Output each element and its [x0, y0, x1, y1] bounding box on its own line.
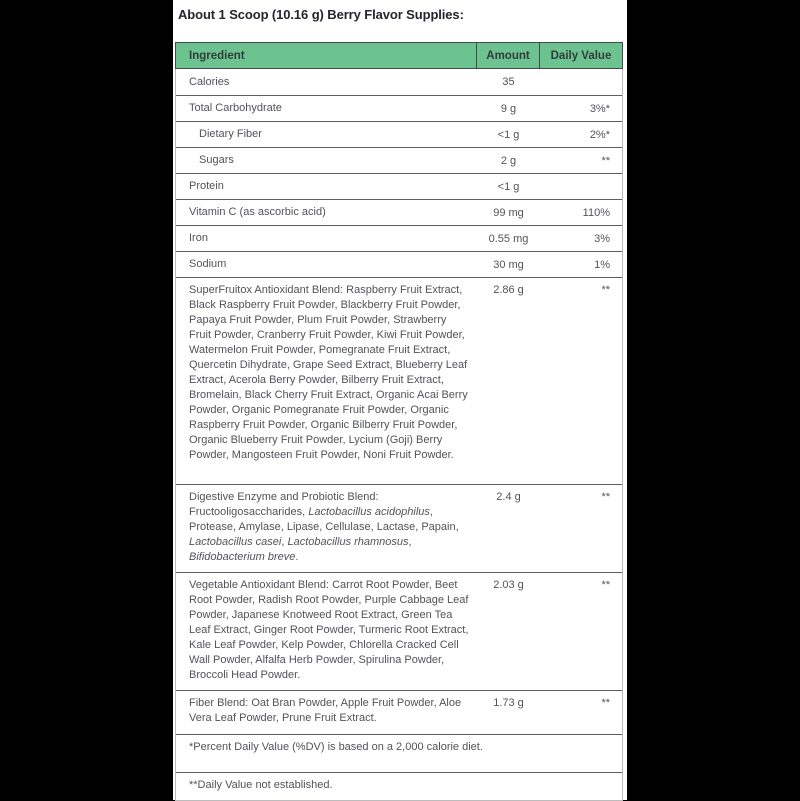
content-panel [173, 0, 627, 800]
daily-value-cell: 3%* [589, 102, 610, 115]
table-row [176, 173, 622, 199]
ingredient-cell: Dietary Fiber [199, 128, 262, 140]
table-row [176, 277, 622, 484]
footnote-text: *Percent Daily Value (%DV) is based on a 2,000 calorie diet. [189, 741, 483, 753]
amount-cell: 2.86 g [493, 284, 524, 296]
table-row [176, 225, 622, 251]
ingredient-cell: Sodium [189, 258, 227, 270]
daily-value-cell: 3% [594, 232, 610, 245]
table-row [176, 251, 622, 277]
header-cell-amount: Amount [477, 43, 540, 68]
ingredient-cell: Fiber Blend: Oat Bran Powder, Apple Fruit Powder, Aloe Vera Leaf Powder, Prune Fruit Extract. [189, 697, 462, 724]
amount-cell: 2 g [500, 154, 517, 167]
amount-cell: 1.73 g [493, 697, 524, 709]
daily-value-cell: 2%* [589, 128, 610, 141]
amount-cell: 30 mg [493, 258, 524, 271]
header-cell-daily: Daily Value [550, 49, 612, 62]
ingredient-cell: Protein [189, 180, 224, 192]
supplement-facts-table [175, 42, 623, 801]
amount-cell: 2.03 g [493, 579, 524, 591]
table-row [176, 199, 622, 225]
amount-cell: 99 mg [493, 206, 524, 219]
footnote-row [176, 734, 622, 772]
ingredient-cell: Vitamin C (as ascorbic acid) [189, 206, 326, 218]
amount-cell: <1 g [497, 128, 520, 141]
amount-cell: 35 [502, 76, 515, 88]
ingredient-cell: Sugars [199, 154, 234, 166]
amount-cell: 2.4 g [496, 491, 521, 503]
ingredient-cell: Vegetable Antioxidant Blend: Carrot Root Powder, Beet Root Powder, Radish Root Powder, Purple Cabbage Leaf Powder, Japanese Knotweed Root Extract, Green Tea Leaf Extract, Ginger Root Powder, Turmeric Root Extract, Kale Leaf Powder, Kelp Powder, Chlorella Cracked Cell Wall Powder, Alfalfa Herb Powder, Spirulina Powder, Broccoli Head Powder. [189, 579, 469, 681]
table-row [176, 484, 622, 572]
table-row [176, 147, 622, 173]
ingredient-cell: Calories [189, 75, 230, 88]
table-row [176, 690, 622, 734]
daily-value-cell: ** [601, 579, 610, 591]
daily-value-cell: ** [601, 284, 610, 296]
daily-value-cell: ** [601, 491, 610, 503]
ingredient-cell: Total Carbohydrate [189, 102, 282, 114]
ingredient-cell: Iron [189, 232, 208, 244]
amount-cell: <1 g [497, 180, 520, 193]
daily-value-cell: ** [601, 697, 610, 709]
daily-value-cell: 110% [582, 206, 610, 219]
table-row [176, 95, 622, 121]
page-title: About 1 Scoop (10.16 g) Berry Flavor Supplies: [178, 7, 464, 22]
table-body [175, 69, 623, 801]
daily-value-cell: ** [601, 154, 610, 167]
amount-cell: 9 g [500, 102, 517, 115]
amount-cell: 0.55 mg [488, 232, 529, 245]
footnote-text: **Daily Value not established. [189, 779, 333, 791]
daily-value-cell: 1% [594, 258, 610, 271]
table-row [176, 69, 622, 95]
ingredient-cell: SuperFruitox Antioxidant Blend: Raspberry Fruit Extract, Black Raspberry Fruit Powder, Blackberry Fruit Powder, Papaya Fruit Powder, Plum Fruit Powder, Strawberry Fruit Powder, Cranberry Fruit Powder, Kiwi Fruit Powder, Watermelon Fruit Powder, Pomegranate Fruit Extract, Quercetin Dihydrate, Grape Seed Extract, Blueberry Leaf Extract, Acerola Berry Powder, Bilberry Fruit Extract, Bromelain, Black Cherry Fruit Extract, Organic Acai Berry Powder, Organic Pomegranate Fruit Powder, Organic Raspberry Fruit Powder, Organic Bilberry Fruit Powder, Organic Blueberry Fruit Powder, Lycium (Goji) Berry Powder, Mangosteen Fruit Powder, Noni Fruit Powder. [189, 284, 468, 461]
table-row [176, 572, 622, 690]
ingredient-cell: Digestive Enzyme and Probiotic Blend: Fructooligosaccharides, Lactobacillus acidophilus, Protease, Amylase, Lipase, Cellulase, Lactase, Papain, Lactobacillus casei, Lactobacillus rhamnosus, Bifidobacterium breve. [189, 491, 459, 563]
table-header-row [175, 42, 623, 69]
header-cell-ingredient: Ingredient [176, 43, 477, 68]
footnote-row [176, 772, 622, 800]
table-row [176, 121, 622, 147]
